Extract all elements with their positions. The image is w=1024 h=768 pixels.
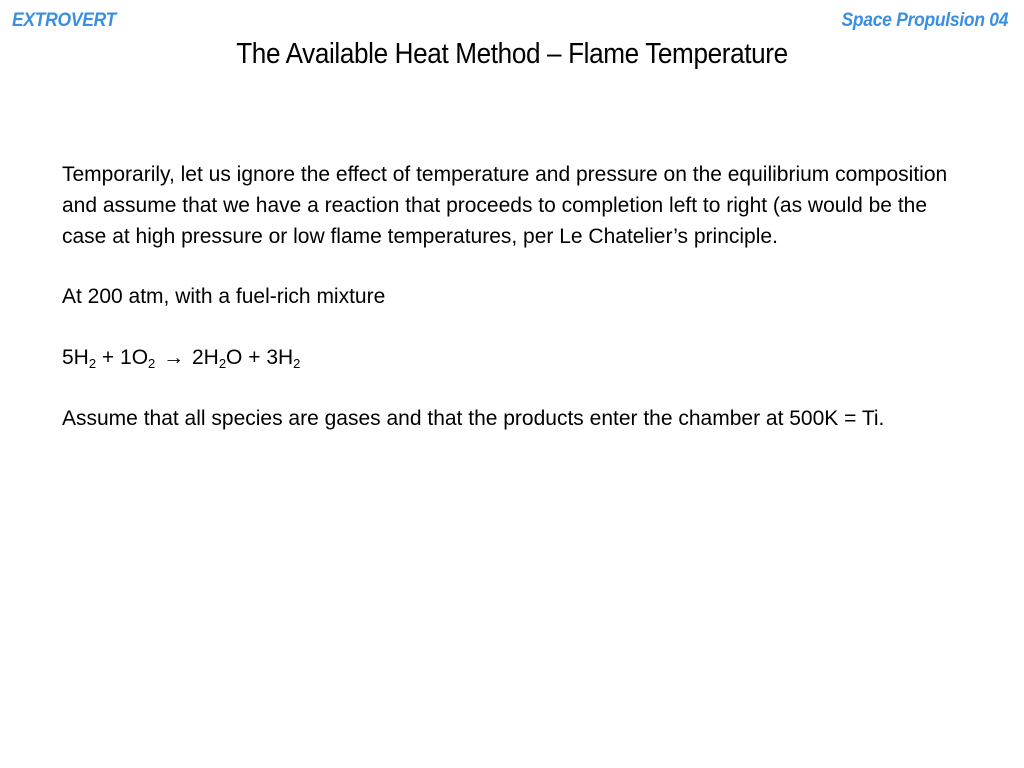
equation-term-h2-product: O + 3H <box>226 346 294 369</box>
equation-term-h2-reactant: 5H <box>62 346 89 369</box>
intro-paragraph: Temporarily, let us ignore the effect of temperature and pressure on the equilibrium composition and assume that we have a reaction that proceeds to completion left to right (as would be the case at high pressure or low flame temperatures, per Le Chatelier’s principle. <box>62 163 948 248</box>
equation-subscript: 2 <box>293 356 301 371</box>
condition-paragraph: At 200 atm, with a fuel-rich mixture <box>62 285 386 308</box>
header-right-label: Space Propulsion 04 <box>841 10 1008 31</box>
reaction-arrow-icon: → <box>163 346 185 369</box>
header-left-label: EXTROVERT <box>12 10 117 31</box>
slide-title: The Available Heat Method – Flame Temperature <box>236 38 788 70</box>
equation-subscript: 2 <box>218 356 227 371</box>
equation-term-o2: + 1O <box>96 346 149 369</box>
equation-term-h2o: 2H <box>186 346 219 369</box>
equation-subscript: 2 <box>88 356 97 371</box>
reaction-equation <box>62 342 962 373</box>
assumption-paragraph: Assume that all species are gases and that the products enter the chamber at 500K = Ti. <box>62 407 885 430</box>
equation-subscript: 2 <box>148 356 156 371</box>
slide-body <box>62 159 962 463</box>
